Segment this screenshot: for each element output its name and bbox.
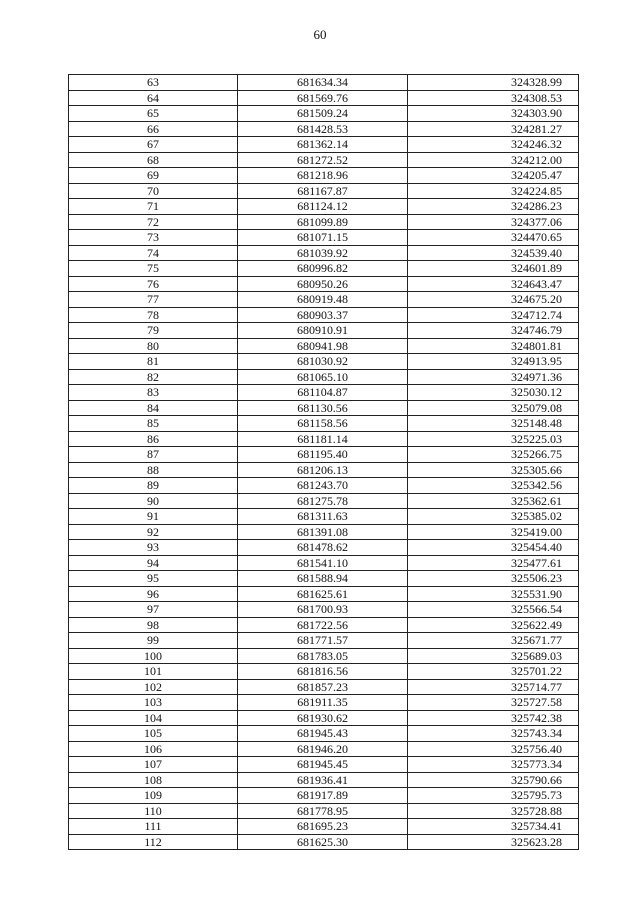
y-coordinate-cell: 324377.06 <box>408 214 579 230</box>
y-coordinate-cell: 325671.77 <box>408 633 579 649</box>
point-number-cell: 97 <box>69 602 238 618</box>
point-number-cell: 96 <box>69 586 238 602</box>
x-coordinate-cell: 680919.48 <box>238 292 408 308</box>
point-number-cell: 111 <box>69 819 238 835</box>
table-row <box>69 137 579 153</box>
y-coordinate-cell: 325743.34 <box>408 726 579 742</box>
x-coordinate-cell: 681930.62 <box>238 710 408 726</box>
x-coordinate-cell: 681039.92 <box>238 245 408 261</box>
y-coordinate-cell: 325506.23 <box>408 571 579 587</box>
point-number-cell: 94 <box>69 555 238 571</box>
table-row <box>69 230 579 246</box>
y-coordinate-cell: 325266.75 <box>408 447 579 463</box>
x-coordinate-cell: 681917.89 <box>238 788 408 804</box>
point-number-cell: 86 <box>69 431 238 447</box>
table-row <box>69 75 579 91</box>
x-coordinate-cell: 681722.56 <box>238 617 408 633</box>
table-row <box>69 648 579 664</box>
x-coordinate-cell: 681588.94 <box>238 571 408 587</box>
x-coordinate-cell: 681569.76 <box>238 90 408 106</box>
point-number-cell: 105 <box>69 726 238 742</box>
x-coordinate-cell: 681700.93 <box>238 602 408 618</box>
table-row <box>69 664 579 680</box>
table-row <box>69 121 579 137</box>
x-coordinate-cell: 681218.96 <box>238 168 408 184</box>
table-row <box>69 788 579 804</box>
point-number-cell: 79 <box>69 323 238 339</box>
y-coordinate-cell: 324212.00 <box>408 152 579 168</box>
x-coordinate-cell: 681362.14 <box>238 137 408 153</box>
table-row <box>69 307 579 323</box>
point-number-cell: 81 <box>69 354 238 370</box>
y-coordinate-cell: 325477.61 <box>408 555 579 571</box>
table-row <box>69 168 579 184</box>
table-row <box>69 617 579 633</box>
table-row <box>69 571 579 587</box>
table-row <box>69 834 579 850</box>
x-coordinate-cell: 680996.82 <box>238 261 408 277</box>
y-coordinate-cell: 325742.38 <box>408 710 579 726</box>
table-row <box>69 276 579 292</box>
x-coordinate-cell: 681911.35 <box>238 695 408 711</box>
point-number-cell: 100 <box>69 648 238 664</box>
x-coordinate-cell: 681391.08 <box>238 524 408 540</box>
point-number-cell: 106 <box>69 741 238 757</box>
point-number-cell: 67 <box>69 137 238 153</box>
table-row <box>69 431 579 447</box>
x-coordinate-cell: 680950.26 <box>238 276 408 292</box>
point-number-cell: 78 <box>69 307 238 323</box>
x-coordinate-cell: 681065.10 <box>238 369 408 385</box>
x-coordinate-cell: 680910.91 <box>238 323 408 339</box>
x-coordinate-cell: 681428.53 <box>238 121 408 137</box>
y-coordinate-cell: 324303.90 <box>408 106 579 122</box>
x-coordinate-cell: 681625.61 <box>238 586 408 602</box>
point-number-cell: 101 <box>69 664 238 680</box>
x-coordinate-cell: 681275.78 <box>238 493 408 509</box>
x-coordinate-cell: 681857.23 <box>238 679 408 695</box>
x-coordinate-cell: 681030.92 <box>238 354 408 370</box>
y-coordinate-cell: 324675.20 <box>408 292 579 308</box>
x-coordinate-cell: 681243.70 <box>238 478 408 494</box>
x-coordinate-cell: 681167.87 <box>238 183 408 199</box>
y-coordinate-cell: 325773.34 <box>408 757 579 773</box>
point-number-cell: 95 <box>69 571 238 587</box>
point-number-cell: 98 <box>69 617 238 633</box>
table-row <box>69 803 579 819</box>
table-row <box>69 509 579 525</box>
y-coordinate-cell: 324539.40 <box>408 245 579 261</box>
x-coordinate-cell: 681695.23 <box>238 819 408 835</box>
y-coordinate-cell: 324746.79 <box>408 323 579 339</box>
point-number-cell: 76 <box>69 276 238 292</box>
point-number-cell: 69 <box>69 168 238 184</box>
x-coordinate-cell: 681778.95 <box>238 803 408 819</box>
point-number-cell: 92 <box>69 524 238 540</box>
x-coordinate-cell: 681195.40 <box>238 447 408 463</box>
x-coordinate-cell: 681181.14 <box>238 431 408 447</box>
y-coordinate-cell: 325795.73 <box>408 788 579 804</box>
point-number-cell: 90 <box>69 493 238 509</box>
point-number-cell: 107 <box>69 757 238 773</box>
table-row <box>69 354 579 370</box>
point-number-cell: 104 <box>69 710 238 726</box>
table-row <box>69 679 579 695</box>
y-coordinate-cell: 325623.28 <box>408 834 579 850</box>
point-number-cell: 73 <box>69 230 238 246</box>
coordinates-table-body <box>69 75 579 850</box>
x-coordinate-cell: 681071.15 <box>238 230 408 246</box>
y-coordinate-cell: 325622.49 <box>408 617 579 633</box>
table-row <box>69 462 579 478</box>
x-coordinate-cell: 681783.05 <box>238 648 408 664</box>
point-number-cell: 110 <box>69 803 238 819</box>
y-coordinate-cell: 325225.03 <box>408 431 579 447</box>
y-coordinate-cell: 325362.61 <box>408 493 579 509</box>
table-row <box>69 540 579 556</box>
point-number-cell: 65 <box>69 106 238 122</box>
x-coordinate-cell: 680903.37 <box>238 307 408 323</box>
table-row <box>69 106 579 122</box>
x-coordinate-cell: 681158.56 <box>238 416 408 432</box>
point-number-cell: 70 <box>69 183 238 199</box>
y-coordinate-cell: 325727.58 <box>408 695 579 711</box>
x-coordinate-cell: 681946.20 <box>238 741 408 757</box>
y-coordinate-cell: 325531.90 <box>408 586 579 602</box>
point-number-cell: 112 <box>69 834 238 850</box>
y-coordinate-cell: 324286.23 <box>408 199 579 215</box>
x-coordinate-cell: 681104.87 <box>238 385 408 401</box>
table-row <box>69 385 579 401</box>
point-number-cell: 108 <box>69 772 238 788</box>
x-coordinate-cell: 681124.12 <box>238 199 408 215</box>
y-coordinate-cell: 324281.27 <box>408 121 579 137</box>
table-row <box>69 555 579 571</box>
point-number-cell: 102 <box>69 679 238 695</box>
table-row <box>69 633 579 649</box>
x-coordinate-cell: 681945.43 <box>238 726 408 742</box>
x-coordinate-cell: 681099.89 <box>238 214 408 230</box>
y-coordinate-cell: 325756.40 <box>408 741 579 757</box>
y-coordinate-cell: 325079.08 <box>408 400 579 416</box>
y-coordinate-cell: 324224.85 <box>408 183 579 199</box>
x-coordinate-cell: 681771.57 <box>238 633 408 649</box>
point-number-cell: 64 <box>69 90 238 106</box>
table-row <box>69 214 579 230</box>
y-coordinate-cell: 325030.12 <box>408 385 579 401</box>
point-number-cell: 84 <box>69 400 238 416</box>
point-number-cell: 89 <box>69 478 238 494</box>
x-coordinate-cell: 680941.98 <box>238 338 408 354</box>
x-coordinate-cell: 681206.13 <box>238 462 408 478</box>
y-coordinate-cell: 324470.65 <box>408 230 579 246</box>
point-number-cell: 80 <box>69 338 238 354</box>
x-coordinate-cell: 681541.10 <box>238 555 408 571</box>
table-row <box>69 602 579 618</box>
x-coordinate-cell: 681509.24 <box>238 106 408 122</box>
x-coordinate-cell: 681625.30 <box>238 834 408 850</box>
point-number-cell: 68 <box>69 152 238 168</box>
point-number-cell: 75 <box>69 261 238 277</box>
table-row <box>69 695 579 711</box>
x-coordinate-cell: 681936.41 <box>238 772 408 788</box>
y-coordinate-cell: 324913.95 <box>408 354 579 370</box>
table-row <box>69 323 579 339</box>
table-row <box>69 245 579 261</box>
y-coordinate-cell: 325689.03 <box>408 648 579 664</box>
point-number-cell: 71 <box>69 199 238 215</box>
point-number-cell: 66 <box>69 121 238 137</box>
y-coordinate-cell: 324308.53 <box>408 90 579 106</box>
point-number-cell: 93 <box>69 540 238 556</box>
table-row <box>69 524 579 540</box>
point-number-cell: 83 <box>69 385 238 401</box>
point-number-cell: 85 <box>69 416 238 432</box>
y-coordinate-cell: 325790.66 <box>408 772 579 788</box>
point-number-cell: 82 <box>69 369 238 385</box>
point-number-cell: 103 <box>69 695 238 711</box>
page-number: 60 <box>313 27 327 42</box>
y-coordinate-cell: 325566.54 <box>408 602 579 618</box>
table-row <box>69 152 579 168</box>
y-coordinate-cell: 324205.47 <box>408 168 579 184</box>
table-row <box>69 199 579 215</box>
table-row <box>69 478 579 494</box>
y-coordinate-cell: 325734.41 <box>408 819 579 835</box>
x-coordinate-cell: 681478.62 <box>238 540 408 556</box>
y-coordinate-cell: 325419.00 <box>408 524 579 540</box>
table-row <box>69 183 579 199</box>
table-row <box>69 400 579 416</box>
table-row <box>69 741 579 757</box>
x-coordinate-cell: 681816.56 <box>238 664 408 680</box>
y-coordinate-cell: 325714.77 <box>408 679 579 695</box>
y-coordinate-cell: 325454.40 <box>408 540 579 556</box>
table-row <box>69 338 579 354</box>
y-coordinate-cell: 324246.32 <box>408 137 579 153</box>
y-coordinate-cell: 324971.36 <box>408 369 579 385</box>
point-number-cell: 99 <box>69 633 238 649</box>
y-coordinate-cell: 324801.81 <box>408 338 579 354</box>
point-number-cell: 72 <box>69 214 238 230</box>
point-number-cell: 63 <box>69 75 238 91</box>
table-row <box>69 772 579 788</box>
table-row <box>69 710 579 726</box>
point-number-cell: 109 <box>69 788 238 804</box>
y-coordinate-cell: 325148.48 <box>408 416 579 432</box>
table-row <box>69 757 579 773</box>
y-coordinate-cell: 325385.02 <box>408 509 579 525</box>
x-coordinate-cell: 681272.52 <box>238 152 408 168</box>
x-coordinate-cell: 681945.45 <box>238 757 408 773</box>
table-row <box>69 369 579 385</box>
table-row <box>69 586 579 602</box>
y-coordinate-cell: 324601.89 <box>408 261 579 277</box>
y-coordinate-cell: 324643.47 <box>408 276 579 292</box>
x-coordinate-cell: 681634.34 <box>238 75 408 91</box>
y-coordinate-cell: 325342.56 <box>408 478 579 494</box>
x-coordinate-cell: 681311.63 <box>238 509 408 525</box>
table-row <box>69 292 579 308</box>
point-number-cell: 74 <box>69 245 238 261</box>
point-number-cell: 91 <box>69 509 238 525</box>
point-number-cell: 77 <box>69 292 238 308</box>
table-row <box>69 819 579 835</box>
y-coordinate-cell: 325701.22 <box>408 664 579 680</box>
table-row <box>69 726 579 742</box>
point-number-cell: 87 <box>69 447 238 463</box>
table-row <box>69 90 579 106</box>
y-coordinate-cell: 325728.88 <box>408 803 579 819</box>
y-coordinate-cell: 324328.99 <box>408 75 579 91</box>
y-coordinate-cell: 324712.74 <box>408 307 579 323</box>
coordinates-table <box>68 74 579 850</box>
x-coordinate-cell: 681130.56 <box>238 400 408 416</box>
y-coordinate-cell: 325305.66 <box>408 462 579 478</box>
point-number-cell: 88 <box>69 462 238 478</box>
table-row <box>69 416 579 432</box>
table-row <box>69 261 579 277</box>
table-row <box>69 493 579 509</box>
table-row <box>69 447 579 463</box>
